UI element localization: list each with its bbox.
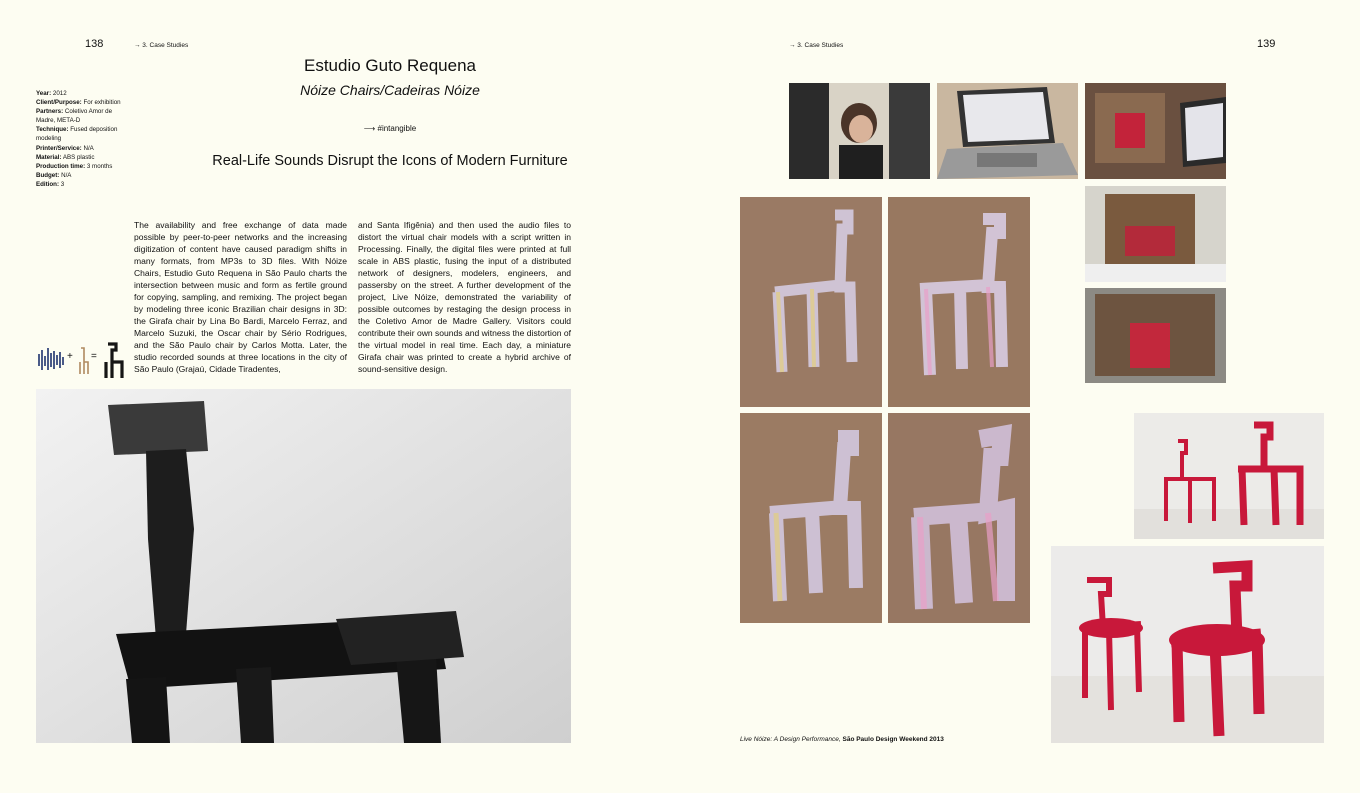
photo-printer-red-print xyxy=(1085,186,1226,282)
photo-red-chairs-side xyxy=(1134,413,1324,539)
photo-printer-frame xyxy=(1085,288,1226,383)
photo-caption: Live Nóize: A Design Performance, São Paulo Design Weekend 2013 xyxy=(740,736,944,743)
meta-year: Year: 2012 xyxy=(36,90,67,97)
photo-child-listening xyxy=(789,83,930,179)
right-running-head: → 3. Case Studies xyxy=(789,42,844,49)
body-column-1: The availability and free exchange of data made possible by peer-to-peer networks and the increasing digitization of content have caused paradigm shifts in many formats, from MP3s to 3D files. With Nóize Chairs, Estudio Guto Requena in São Paulo charts the intersection between music and form as fertile ground for copying, sampling, and remixing. The project began by modeling three iconic Brazilian chair designs in 3D: the Girafa chair by Lina Bo Bardi, Marcelo Ferraz, and Marcelo Suzuki, the Oscar chair by Sério Rodrigues, and the São Paulo chair by Carlos Motta. Later, the studio recorded sounds at three locations in the city of São Paulo (Grajaú, Cidade Tiradentes, xyxy=(134,220,347,374)
meta-material: Material: ABS plastic xyxy=(36,153,95,161)
diagram-plus: + xyxy=(67,351,73,362)
photo-red-chairs-front xyxy=(1051,546,1324,743)
meta-budget: Budget: N/A xyxy=(36,171,72,179)
category-tag: ⟶ #intangible xyxy=(363,124,417,133)
headline: Real-Life Sounds Disrupt the Icons of Modern Furniture xyxy=(212,153,568,169)
black-chair-photo xyxy=(36,389,571,743)
projection-chair-2 xyxy=(888,197,1030,407)
projection-chair-4 xyxy=(888,413,1030,623)
project-metadata xyxy=(36,89,128,189)
studio-name: Estudio Guto Requena xyxy=(303,56,476,75)
meta-partners: Partners: Coletivo Amor de Madre, META-D xyxy=(36,108,113,125)
project-title: Nóize Chairs/Cadeiras Nóize xyxy=(300,82,480,98)
photo-laptop-controls xyxy=(937,83,1078,179)
meta-edition: Edition: 3 xyxy=(36,180,65,188)
projection-chair-3 xyxy=(740,413,882,623)
photo-3d-printer-monitor xyxy=(1085,83,1226,179)
left-running-head: → 3. Case Studies xyxy=(134,42,189,49)
body-column-2: and Santa Ifigênia) and then used the audio files to distort the virtual chair models with a script written in Processing. Finally, the digital files were printed at full scale in ABS plastic, fusing the input of a distributed network of designers, modelers, engineers, and passersby on the street. A further development of the project, Live Nóize, demonstrated the variability of possible outcomes by restaging the design process in the Coletivo Amor de Madre Gallery. Visitors could contribute their own sounds and witness the distortion of the virtual model in real time. Each day, a miniature Girafa chair was printed to create a hybrid archive of sound-sensitive design. xyxy=(358,220,571,374)
right-page-number: 139 xyxy=(1257,38,1276,50)
meta-printer: Printer/Service: N/A xyxy=(36,144,94,152)
meta-client: Client/Purpose: For exhibition xyxy=(36,99,121,107)
sound-to-chair-diagram xyxy=(36,340,128,382)
projection-chair-1 xyxy=(740,197,882,407)
left-page-number: 138 xyxy=(85,38,104,50)
meta-technique: Technique: Fused deposition modeling xyxy=(36,126,118,143)
meta-production: Production time: 3 months xyxy=(36,162,113,170)
diagram-equals: = xyxy=(91,351,97,362)
